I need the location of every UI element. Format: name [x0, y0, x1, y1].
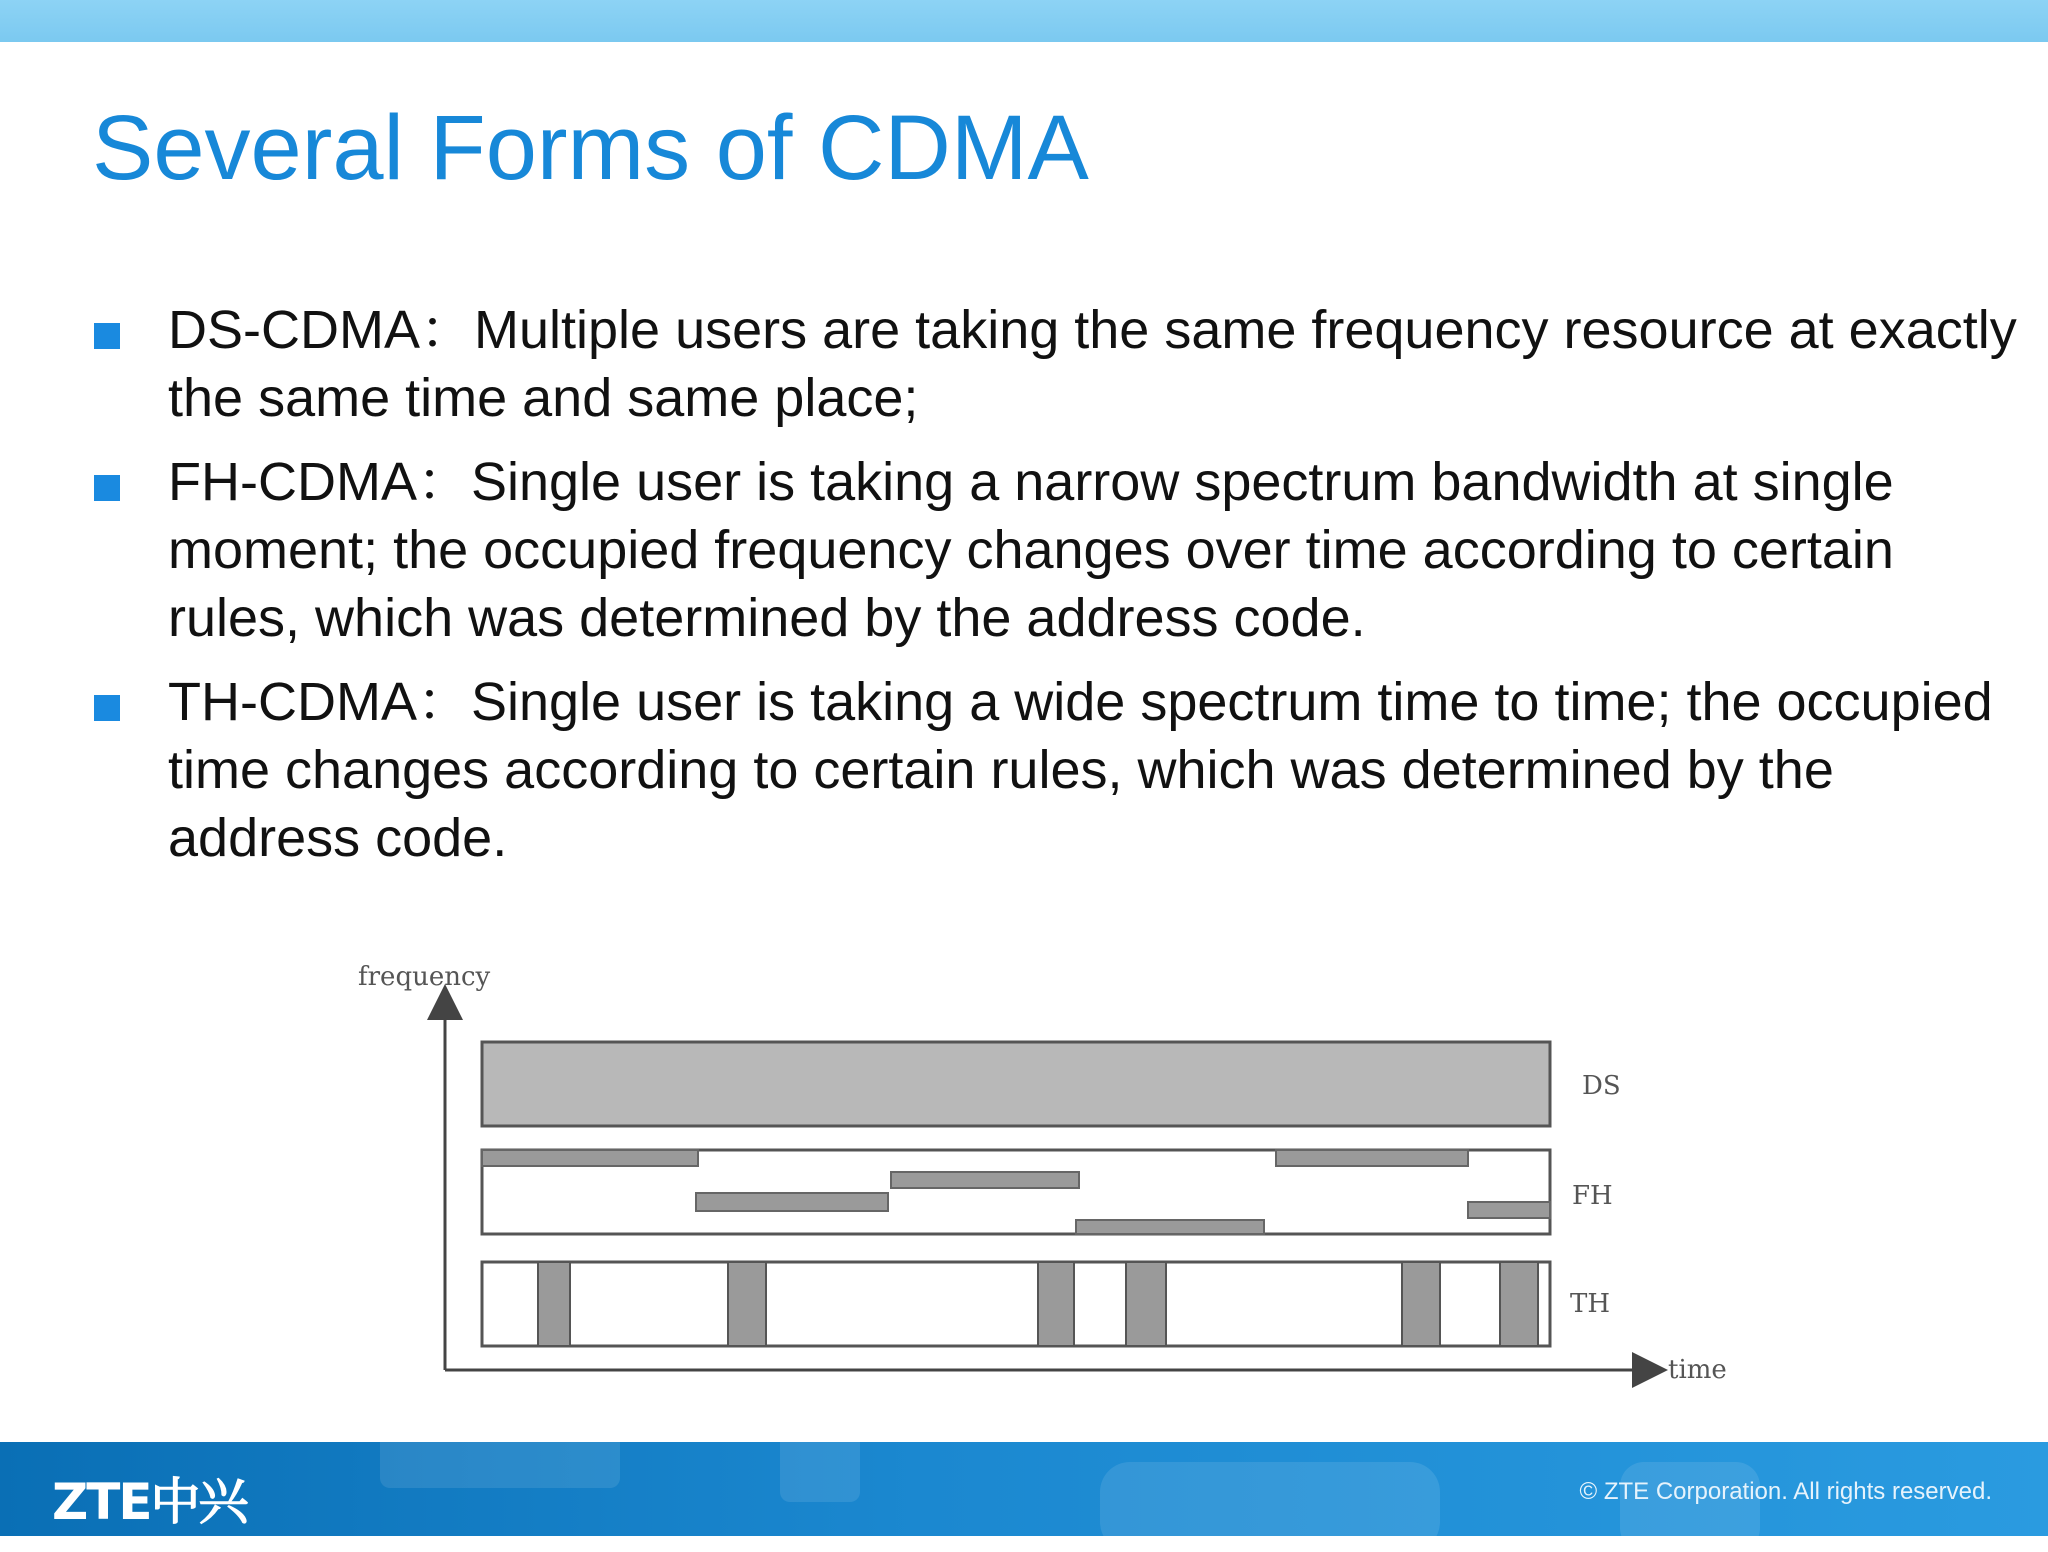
- th-burst: [1402, 1262, 1440, 1346]
- slide-title: Several Forms of CDMA: [92, 97, 1089, 199]
- bullet-text: TH-CDMA：Single user is taking a wide spectrum time to time; the occupied time changes according to certain rules, which was determined by the address code.: [168, 672, 1993, 868]
- fh-hop: [1276, 1150, 1468, 1166]
- fh-hop: [1076, 1220, 1264, 1234]
- bullet-item-fh: [92, 448, 1992, 652]
- bullet-item-th: [92, 668, 1992, 872]
- fh-row-label: FH: [1572, 1181, 1613, 1211]
- th-row-label: TH: [1570, 1289, 1611, 1319]
- footer-bar: [0, 1442, 2048, 1536]
- zte-logo: ZTE中兴: [52, 1473, 247, 1531]
- bullet-item-ds: [92, 296, 2017, 432]
- fh-hop: [891, 1172, 1079, 1188]
- square-bullet-icon: [94, 695, 120, 721]
- cdma-diagram-svg: [340, 950, 1780, 1390]
- square-bullet-icon: [94, 323, 120, 349]
- top-accent-bar: [0, 0, 2048, 42]
- th-burst: [538, 1262, 570, 1346]
- th-burst: [1126, 1262, 1166, 1346]
- th-burst: [1038, 1262, 1074, 1346]
- fh-hop: [482, 1150, 698, 1166]
- bullet-text: DS-CDMA：Multiple users are taking the same frequency resource at exactly the same time and same place;: [168, 300, 2017, 428]
- square-bullet-icon: [94, 475, 120, 501]
- copyright-text: © ZTE Corporation. All rights reserved.: [1579, 1478, 1992, 1505]
- fh-hop: [1468, 1202, 1550, 1218]
- th-burst: [1500, 1262, 1538, 1346]
- bullet-list: [92, 296, 2017, 888]
- fh-hop: [696, 1193, 888, 1211]
- th-frame: [482, 1262, 1550, 1346]
- cdma-diagram: [340, 950, 1780, 1390]
- bullet-text: FH-CDMA：Single user is taking a narrow spectrum bandwidth at single moment; the occupied frequency changes over time according to certain rules, which was determined by the address code.: [168, 452, 1894, 648]
- y-axis-label: frequency: [358, 962, 491, 992]
- ds-band: [482, 1042, 1550, 1126]
- x-axis-label: time: [1668, 1355, 1727, 1385]
- th-burst: [728, 1262, 766, 1346]
- ds-row-label: DS: [1582, 1071, 1621, 1101]
